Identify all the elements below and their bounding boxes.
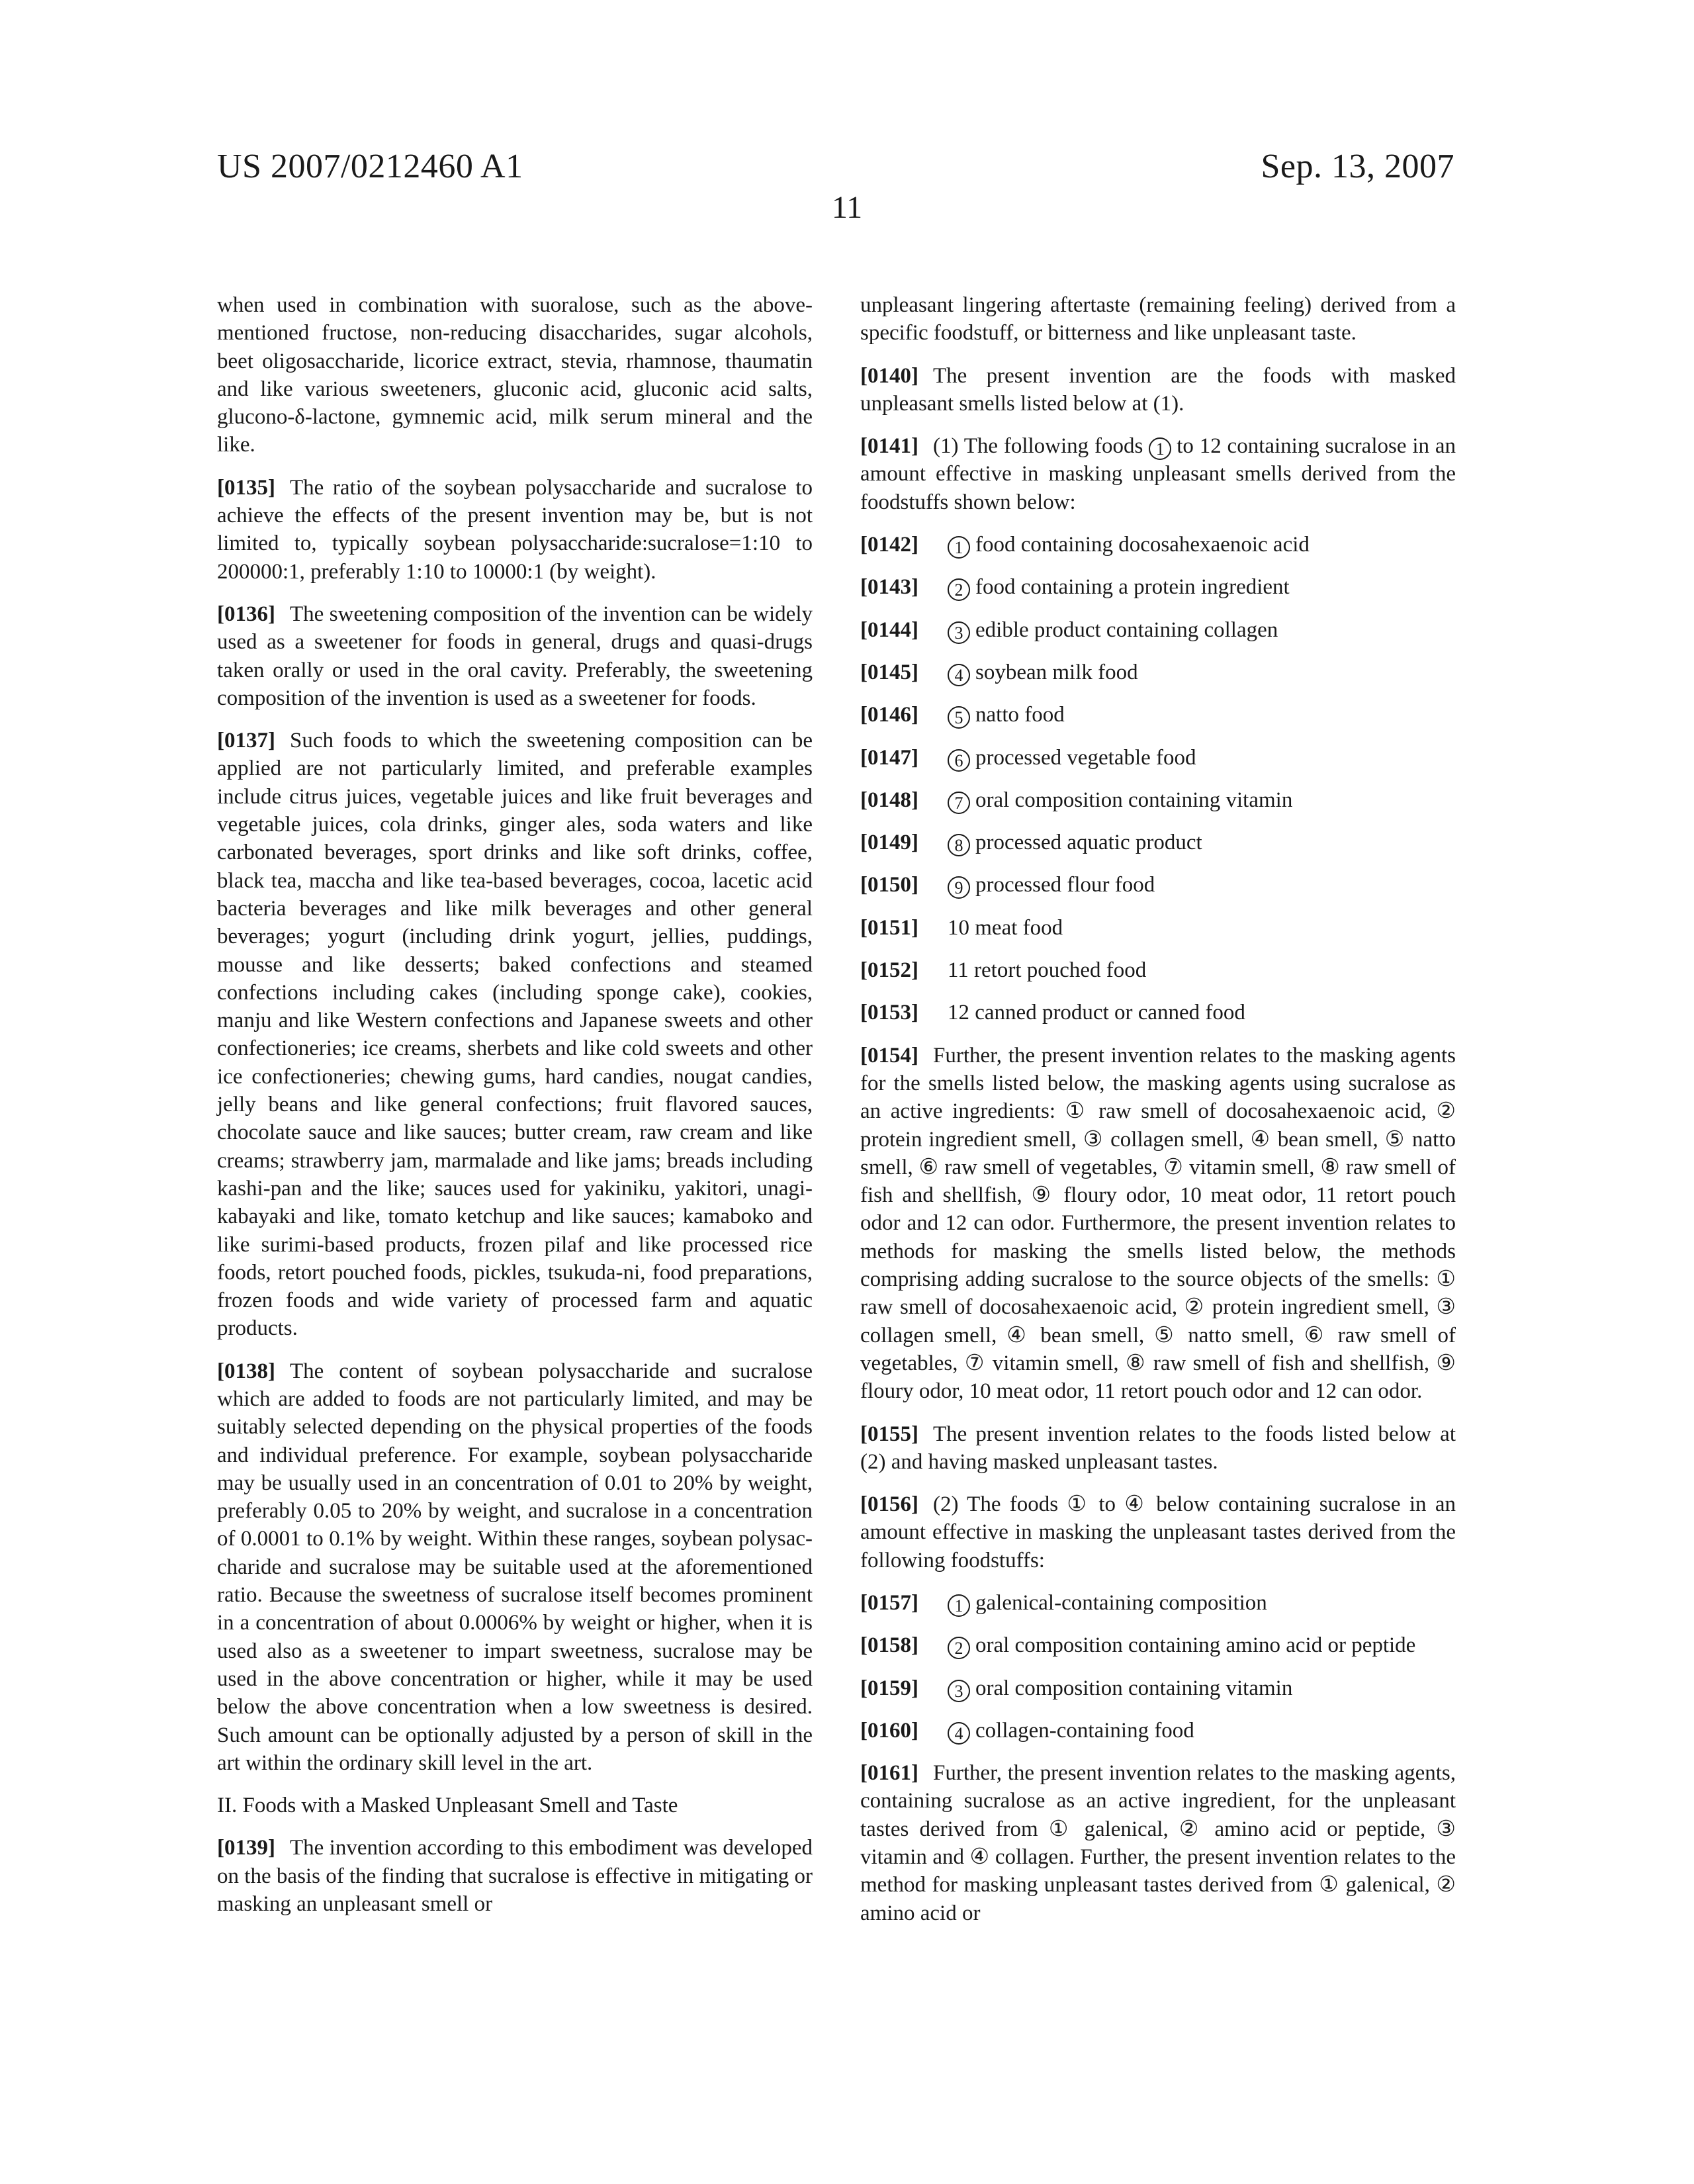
paragraph-0156: [0156] (2) The foods ① to ④ below containing sucralose in an amount effective in masking the unpleasant tastes derived from the following foodstuffs:: [860, 1492, 1456, 1572]
paragraph-0140: [0140] The present invention are the foods with masked unpleasant smells listed below at (1).: [860, 363, 1456, 416]
circled-number: 7: [948, 792, 970, 814]
paragraph-number: [0139]: [217, 1836, 275, 1860]
smell-food-list-continued: [860, 914, 1456, 1027]
page-number: 11: [831, 190, 863, 225]
circled-number: 1: [948, 536, 970, 559]
list-item: [860, 956, 1456, 984]
paragraph-number: [0145]: [860, 660, 918, 684]
circled-number: 3: [948, 1680, 970, 1702]
list-item: [860, 999, 1456, 1026]
paragraph-number: [0141]: [860, 434, 918, 459]
paragraph-number: [0153]: [860, 1001, 918, 1025]
circled-number: 6: [948, 749, 970, 772]
paragraph-number: [0161]: [860, 1761, 918, 1786]
list-item: [860, 744, 1456, 772]
circled-number: 9: [948, 876, 970, 899]
circled-number: 8: [948, 834, 970, 856]
list-item-text: food containing a protein ingredient: [975, 575, 1290, 600]
paragraph-number: [0151]: [860, 915, 918, 940]
list-item-text: natto food: [975, 703, 1065, 727]
paragraph-number: [0143]: [860, 575, 918, 600]
paragraph-0135: [0135] The ratio of the soybean polysaccharide and sucralose to achieve the effects of the present invention may be, but is not limited to, typically soybean polysaccharide:sucralose=1:10 to 200000:1, preferably 1:10 to 10000:1 (by weight).: [217, 475, 813, 584]
paragraph-continuation: unpleasant lingering aftertaste (remaining feeling) derived from a specific foodstuff, or bitterness and like unpleasant taste.: [860, 293, 1456, 345]
right-column: [860, 291, 1456, 1942]
list-item: [860, 1631, 1456, 1659]
paragraph-0138: [0138] The content of soybean polysaccharide and sucralose which are added to foods are not particularly limited, and may be suitably selected depending on the physical properties of the foods and individual preference. For example, soybean polysaccharide may be usually used in an concentration of 0.01 to 20% by weight, preferably 0.05 to 20% by weight, and sucralose in a concentration of 0.0001 to 0.1% by weight. Within these ranges, soybean polysaccharide and sucralose may be suitable used at the aforementioned ratio. Because the sweetness of sucralose itself becomes prominent in a concentration of about 0.0006% by weight or higher, when it is used also as a sweetener to impart sweetness, sucralose may be used in the above concentration or higher, while it may be used below the above concentration when a low sweetness is desired. Such amount can be optionally adjusted by a person of skill in the art within the ordinary skill level in the art.: [217, 1359, 813, 1775]
list-item-text: 10 meat food: [948, 915, 1063, 940]
list-item: [860, 616, 1456, 644]
paragraph-0139: [0139] The invention according to this embodiment was developed on the basis of the finding that sucralose is effective in mitigating or masking an unpleasant smell or: [217, 1836, 813, 1917]
paragraph-number: [0138]: [217, 1359, 275, 1383]
paragraph-number: [0146]: [860, 703, 918, 727]
list-item-text: food containing docosahexaenoic acid: [975, 533, 1310, 557]
paragraph-number: [0160]: [860, 1718, 918, 1743]
list-item-text: 11 retort pouched food: [948, 958, 1147, 983]
section-heading: II. Foods with a Masked Unpleasant Smell and Taste: [217, 1794, 678, 1818]
paragraph-number: [0148]: [860, 788, 918, 812]
list-item: [860, 871, 1456, 899]
smell-food-list: [860, 531, 1456, 899]
publication-date: Sep. 13, 2007: [1261, 148, 1454, 185]
list-item: [860, 701, 1456, 729]
paragraph-number: [0144]: [860, 617, 918, 642]
list-item-text: collagen-containing food: [975, 1718, 1194, 1743]
list-item: [860, 829, 1456, 856]
circled-number: 4: [948, 664, 970, 686]
paragraph-number: [0135]: [217, 475, 275, 500]
taste-food-list: [860, 1589, 1456, 1745]
paragraph-number: [0147]: [860, 745, 918, 770]
paragraph-number: [0156]: [860, 1492, 918, 1517]
paragraph-number: [0140]: [860, 363, 918, 388]
page-header: [217, 147, 1454, 193]
list-item: [860, 659, 1456, 686]
paragraph-number: [0150]: [860, 873, 918, 897]
circled-number: 2: [948, 1637, 970, 1659]
paragraph-0155: [0155] The present invention relates to the foods listed below at (2) and having masked unpleasant tastes.: [860, 1422, 1456, 1474]
circled-number: 5: [948, 706, 970, 729]
left-column: [217, 291, 813, 1933]
list-item-text: processed vegetable food: [975, 745, 1196, 770]
paragraph-number: [0155]: [860, 1422, 918, 1446]
list-item-text: soybean milk food: [975, 660, 1138, 684]
list-item-text: processed flour food: [975, 873, 1155, 897]
circled-number: 1: [948, 1594, 970, 1617]
paragraph-number: [0142]: [860, 533, 918, 557]
paragraph-0137: [0137] Such foods to which the sweetening composition can be applied are not particularly limited, and preferable examples include citrus juices, vegetable juices and like fruit beverages and vegetable juices, cola drinks, ginger ales, soda waters and like carbonated beverages, sport drinks and like soft drinks, coffee, black tea, maccha and like tea-based beverages, cocoa, lacetic acid bacteria beverages and like milk beverages and other general beverages; yogurt (including drink yogurt, jellies, puddings, mousse and like desserts; baked confections and steamed confections including cakes (including sponge cake), cookies, manju and like Western confections and Japanese sweets and other confectioneries; ice creams, sherbets and like cold sweets and other ice confectioneries; chewing gums, hard candies, nougat candies, jelly beans and like general confections; fruit flavored sauces, chocolate sauce and like sauces; butter cream, raw cream and like creams; strawberry jam, marmalade and like jams; breads including kashi-pan and the like; sauces used for yakiniku, yakitori, unagi-kabayaki and like, tomato ketchup and like sauces; kamaboko and like surimi-based products, frozen pilaf and like processed rice foods, retort pouched foods, pickles, tsukuda-ni, food preparations, frozen foods and wide variety of processed farm and aquatic products.: [217, 729, 813, 1341]
paragraph-number: [0154]: [860, 1043, 918, 1068]
list-item-text: oral composition containing amino acid or peptide: [975, 1633, 1416, 1658]
list-item: [860, 1674, 1456, 1702]
list-item-text: galenical-containing composition: [975, 1590, 1267, 1615]
circled-number: 3: [948, 621, 970, 644]
paragraph-0161: [0161] Further, the present invention relates to the masking agents, containing sucralose as an active ingredient, for the unpleasant tastes derived from ① galenical, ② amino acid or peptide, ③ vitamin and ④ collagen. Further, the present invention relates to the method for masking unpleasant tastes derived from ① galenical, ② amino acid or: [860, 1761, 1456, 1925]
circled-number: 4: [948, 1722, 970, 1745]
paragraph-number: [0152]: [860, 958, 918, 983]
publication-number: US 2007/0212460 A1: [217, 148, 523, 185]
list-item-text: oral composition containing vitamin: [975, 788, 1293, 812]
list-item: [860, 1589, 1456, 1617]
list-item: [860, 914, 1456, 942]
list-item: [860, 531, 1456, 559]
circled-number: 2: [948, 578, 970, 601]
paragraph-0136: [0136] The sweetening composition of the invention can be widely used as a sweetener for foods in general, drugs and quasi-drugs taken orally or used in the oral cavity. Preferably, the sweetening composition of the invention is used as a sweetener for foods.: [217, 602, 813, 710]
paragraph-0154: [0154] Further, the present invention relates to the masking agents for the smells listed below, the masking agents using sucralose as an active ingredients: ① raw smell of docosahexaenoic acid, ② protein ingredient smell, ③ collagen smell, ④ bean smell, ⑤ natto smell, ⑥ raw smell of vegetables, ⑦ vitamin smell, ⑧ raw smell of fish and shellfish, ⑨ floury odor, 10 meat odor, 11 retort pouch odor and 12 can odor. Furthermore, the present invention relates to methods for masking the smells listed below, the methods comprising adding sucralose to the source objects of the smells: ① raw smell of docosahexaenoic acid, ② protein ingredient smell, ③ collagen smell, ④ bean smell, ⑤ natto smell, ⑥ raw smell of vegetables, ⑦ vitamin smell, ⑧ raw smell of fish and shellfish, ⑨ floury odor, 10 meat odor, 11 retort pouch odor and 12 can odor.: [860, 1043, 1456, 1404]
paragraph-number: [0159]: [860, 1676, 918, 1700]
paragraph-number: [0157]: [860, 1590, 918, 1615]
list-item-text: edible product containing collagen: [975, 617, 1278, 642]
list-item-text: oral composition containing vitamin: [975, 1676, 1293, 1700]
paragraph-number: [0149]: [860, 831, 918, 855]
paragraph-number: [0137]: [217, 729, 275, 753]
list-item: [860, 573, 1456, 601]
list-item-text: processed aquatic product: [975, 831, 1202, 855]
paragraph-number: [0158]: [860, 1633, 918, 1658]
list-item: [860, 1717, 1456, 1745]
circled-number: 1: [1149, 437, 1171, 460]
paragraph-0141: [0141] (1) The following foods 1 to 12 containing sucralose in an amount effective in masking unpleasant smells derived from the foodstuffs shown below:: [860, 434, 1456, 514]
paragraph-continuation: when used in combination with suoralose, such as the above-mentioned fructose, non-reducing disaccharides, sugar alcohols, beet oligosaccharide, licorice extract, stevia, rhamnose, thaumatin and like various sweeteners, gluconic acid, gluconic acid salts, glucono-δ-lactone, gymnemic acid, milk serum mineral and the like.: [217, 293, 813, 457]
list-item: [860, 786, 1456, 814]
list-item-text: 12 canned product or canned food: [948, 1001, 1245, 1025]
paragraph-number: [0136]: [217, 602, 275, 626]
